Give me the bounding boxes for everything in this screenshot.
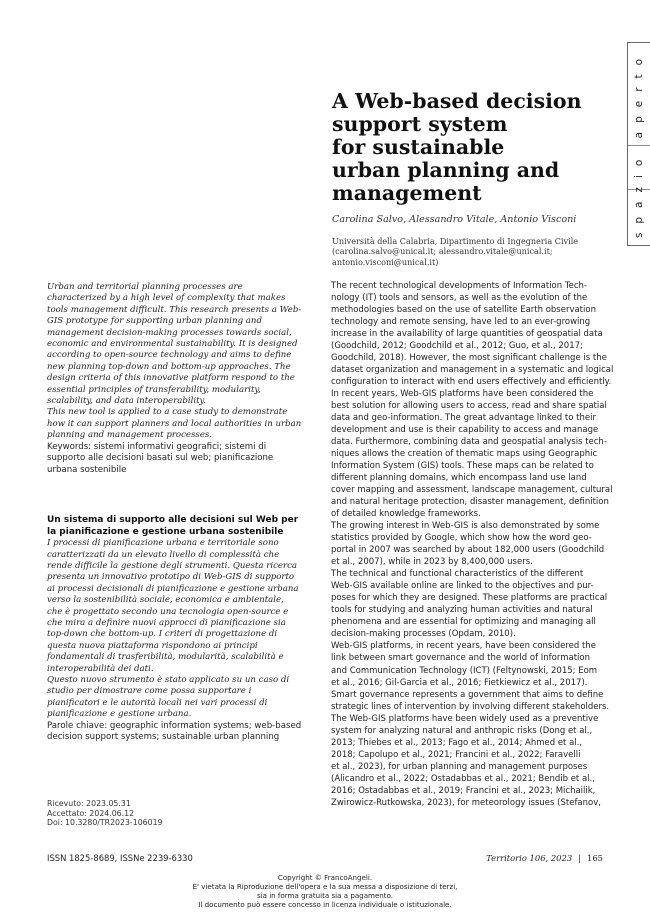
body-text-line: and natural heritage protection, disaster management, definition — [331, 497, 609, 508]
body-text-line: The recent technological developments of Information Tech- — [331, 281, 587, 291]
body-text-line: system for analyzing natural and anthropic risks (Dong et al., — [331, 725, 593, 736]
body-text-line: phenomena and are essential for optimizing and managing all — [331, 617, 596, 628]
body-text-line: cover mapping and assessment, landscape management, cultural — [331, 485, 613, 496]
accepted-date: Accettato: 2024.06.12 — [47, 808, 135, 818]
affiliation-line: antonio.visconi@unical.it) — [332, 256, 439, 267]
copyright-line: E' vietata la Riproduzione dell'opera e la sua messa a disposizione di terzi, — [192, 882, 458, 892]
body-text-line: et al., 2016; Gil-Garcia et al., 2016; Fietkiewicz et al., 2017). — [331, 677, 588, 688]
body-text-line: 2016; Ostadabbas et al., 2019; Francini et al., 2023; Michailik, — [331, 785, 596, 796]
body-text-line: statistics provided by Google, which show how the word geo- — [331, 533, 592, 544]
body-text-line: different planning domains, which encompass land use land — [331, 473, 587, 484]
body-text-line: 2018; Capolupo et al., 2021; Francini et al., 2022; Faravelli — [331, 749, 581, 760]
body-text-line: link between smart governance and the world of Information — [331, 653, 590, 664]
body-text-line: 2013; Thiebes et al., 2013; Fago et al., 2014; Ahmed et al., — [331, 737, 583, 748]
abstract-italian-heading: Un sistema di supporto alle decisioni sul Web per la pianificazione e gestione urbana sostenibile — [47, 515, 299, 537]
body-text-line: Web-GIS platforms, in recent years, have been considered the — [331, 641, 596, 652]
body-text-line: decision-making processes (Opdam, 2010). — [331, 629, 516, 640]
affiliation-line: (carolina.salvo@unical.it; alessandro.vitale@unical.it; — [332, 246, 553, 257]
abstract-paragraph: Urban and territorial planning processes are characterized by a high level of complexity that makes tools management difficult. This research presents a Web-GIS prototype for supporting urban planning and management decision-making processes towards social, economic and environmental sustainability. It is designed according to open-source technology and aims to define new planning top-down and bottom-up approaches. The design criteria of this innovative platform respond to the essential principles of transferability, modularity, scalability, and data interoperability. — [47, 282, 302, 407]
body-text-line: et al., 2023), for urban planning and management purposes — [331, 761, 588, 772]
article-title — [332, 90, 622, 205]
article-authors: Carolina Salvo, Alessandro Vitale, Antonio Visconi — [332, 214, 577, 225]
title-line: urban planning and — [332, 158, 560, 182]
copyright-line: Il documento può essere concesso in licenza individuale o istituzionale. — [198, 900, 452, 910]
copyright-line: Copyright © FrancoAngeli. — [277, 873, 373, 882]
body-text-line: (Alicandro et al., 2022; Ostadabbas et al., 2021; Bendib et al., — [331, 773, 595, 784]
body-text-line: methodologies based on the use of satellite Earth observation — [331, 305, 596, 316]
affiliation-line: Università della Calabria, Dipartimento di Ingegneria Civile — [332, 236, 579, 246]
body-text-line: nology (IT) tools and sensors, as well as the evolution of the — [331, 293, 588, 304]
submission-dates — [47, 799, 302, 828]
footer-separator: | — [578, 853, 581, 863]
body-text-line: tools for studying and analyzing human activities and natural — [331, 605, 593, 616]
copyright-notice — [0, 873, 650, 909]
body-text-line: The technical and functional characteristics of the different — [331, 569, 584, 580]
page-footer — [486, 853, 603, 863]
body-text-line: portal in 2007 was searched by about 182,000 users (Goodchild — [331, 545, 605, 556]
author-affiliation — [332, 236, 622, 267]
abstract-english — [47, 282, 302, 476]
body-text-line: data. Furthermore, combining data and geospatial analysis tech- — [331, 437, 607, 448]
body-text-line: strategic lines of intervention by involving different stakeholders. — [331, 701, 610, 712]
abstract-italian — [47, 515, 302, 744]
body-text-line: (Goodchild, 2012; Goodchild et al., 2012; Guo, et al., 2017; — [331, 341, 583, 352]
body-text-line: technology and remote sensing, have led to an ever-growing — [331, 317, 591, 328]
received-date: Ricevuto: 2023.05.31 — [47, 799, 131, 808]
body-text-line: Smart governance represents a government that aims to define — [331, 689, 604, 700]
body-text-line: dataset organization and management in a systematic and logical — [331, 365, 614, 376]
body-text-line: The Web-GIS platforms have been widely used as a preventive — [331, 713, 599, 724]
body-text-line: development and use is their capability to access and manage — [331, 425, 599, 436]
abstract-keywords: Keywords: sistemi informativi geografici; sistemi di supporto alle decisioni basati sul web; pianificazione urbana sostenibile — [47, 441, 274, 475]
journal-issue: Territorio 106, 2023 — [486, 853, 573, 863]
body-text-line: increase in the availability of large quantities of geospatial data — [331, 329, 603, 340]
copyright-line: sia in forma gratuita sia a pagamento. — [256, 891, 394, 901]
body-text-line: Web-GIS available online are linked to the objectives and pur- — [331, 581, 594, 592]
abstract-keywords: Parole chiave: geographic information systems; web-based decision support systems; sustainable urban planning — [47, 720, 302, 743]
body-text-line: In recent years, Web-GIS platforms have been considered the — [331, 389, 594, 400]
title-line: A Web-based decision — [332, 89, 582, 113]
abstract-paragraph: Questo nuovo strumento è stato applicato su un caso di studio per dimostrare come possa supportare i pianificatori e le autorità locali nei vari processi di pianificazione e gestione urbana. — [47, 675, 290, 720]
section-label: spazio aperto — [633, 49, 645, 239]
body-text-line: et al., 2007), while in 2023 by 8,400,000 users. — [331, 557, 533, 568]
body-text-line: poses for which they are designed. These platforms are practical — [331, 593, 608, 604]
journal-section-tab — [627, 42, 650, 246]
title-line: for sustainable — [332, 135, 505, 159]
body-text-line: configuration to interact with end users effectively and efficiently. — [331, 377, 612, 388]
body-text-line: best solution for allowing users to access, read and share spatial — [331, 401, 607, 412]
body-text-line: Information System (GIS) tools. These maps can be related to — [331, 461, 594, 472]
title-line: management — [332, 181, 482, 205]
page-number: 165 — [587, 853, 603, 863]
abstract-paragraph: I processi di pianificazione urbana e territoriale sono caratterizzati da un elevato livello di complessità che rende difficile la gestione degli strumenti. Questa ricerca presenta un innovativo prototipo di Web-GIS di supporto ai processi decisionali di pianificazione e gestione urbana verso la sostenibilità sociale, economica e ambientale, che è progettato secondo una tecnologia open-source e che mira a definire nuovi approcci di pianificazione sia top-down che bottom-up. I criteri di progettazione di questa nuova piattaforma rispondono ai principi fondamentali di trasferibilità, modularità, scalabilità e interoperabilità dei dati. — [47, 538, 299, 674]
body-text-line: The growing interest in Web-GIS is also demonstrated by some — [331, 521, 600, 532]
abstract-paragraph: This new tool is applied to a case study to demonstrate how it can support planners and local authorities in urban planning and management processes. — [47, 407, 302, 441]
title-line: support system — [332, 112, 508, 136]
body-text-line: niques allows the creation of thematic maps using Geographic — [331, 449, 598, 460]
body-text-line: Zwirowicz-Rutkowska, 2023), for meteorology issues (Stefanov, — [331, 797, 601, 808]
body-text-line: Goodchild, 2018). However, the most significant challenge is the — [331, 353, 607, 364]
doi-link[interactable]: Doi: 10.3280/TR2023-106019 — [47, 818, 163, 827]
body-text-line: data and geo-information. The great advantage linked to their — [331, 413, 596, 424]
body-text-line: of detailed knowledge frameworks. — [331, 509, 481, 520]
article-body — [331, 280, 623, 809]
body-text-line: and Communication Technology (ICT) (Feltynowski, 2015; Eom — [331, 665, 598, 676]
issn-info: ISSN 1825-8689, ISSNe 2239-6330 — [47, 853, 193, 863]
